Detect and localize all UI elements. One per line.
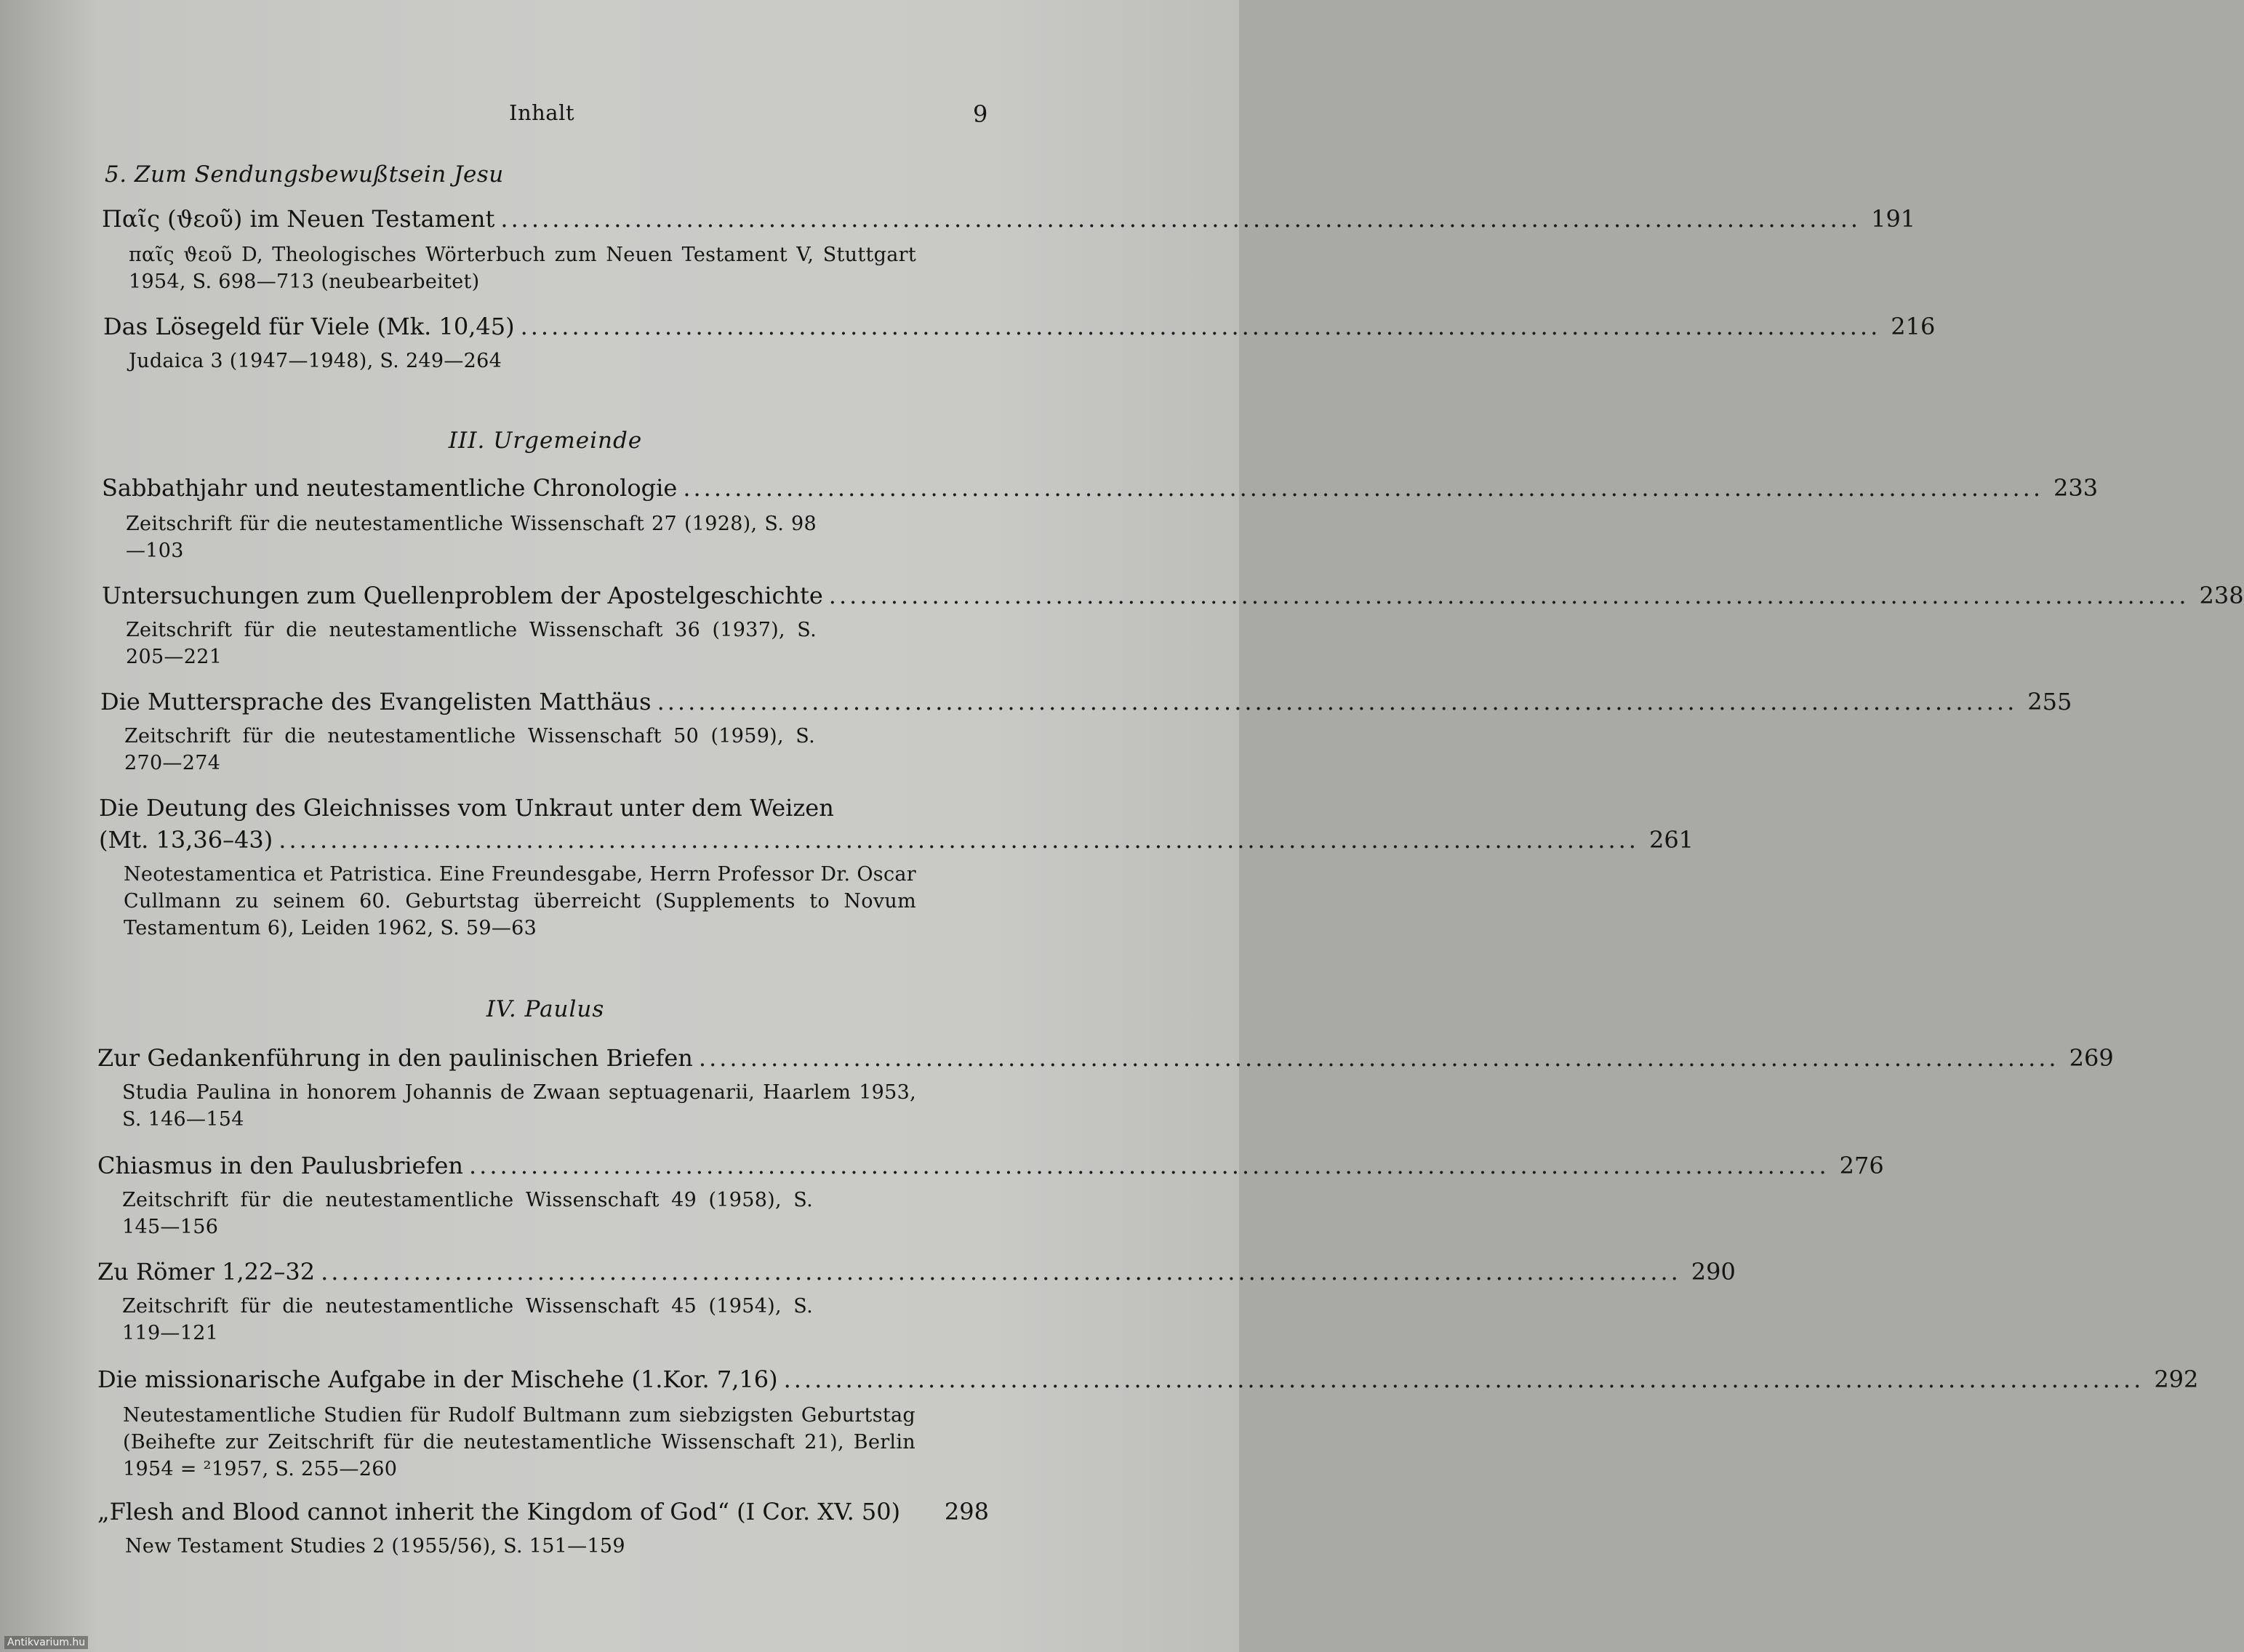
toc-entry [100,688,2072,715]
toc-entry [97,1152,1884,1179]
entry-title-continuation: (Mt. 13,36–43) [99,826,273,854]
entry-page: 298 [944,1498,989,1525]
entry-source: Zeitschrift für die neutestamentliche Wissenschaft 27 (1928), S. 98—103 [126,513,817,562]
entry-source: Zeitschrift für die neutestamentliche Wissenschaft 49 (1958), S. 145—156 [122,1189,813,1238]
leader-dots: .................................................................................................................................... [279,826,1639,854]
toc-entry [97,1258,1736,1286]
entry-title: Zur Gedankenführung in den paulinischen Briefen [97,1044,693,1072]
entry-page: 233 [2053,474,2099,502]
entry-source: Zeitschrift für die neutestamentliche Wissenschaft 36 (1937), S. 205—221 [126,619,817,668]
entry-source: Judaica 3 (1947—1948), S. 249—264 [129,350,502,372]
toc-entry [102,205,1916,233]
leader-dots: .................................................................................................................................... [657,688,2018,715]
entry-source: Neotestamentica et Patristica. Eine Freundesgabe, Herrn Professor Dr. Oscar Cullmann zu seinem 60. Geburtstag überreicht (Supplements to Novum Testamentum 6), Leiden 1962, S. 59—63 [124,863,916,939]
leader-dots: .................................................................................................................................... [321,1258,1681,1286]
running-title: Inhalt [509,100,575,125]
leader-dots: .................................................................................................................................... [698,1044,2059,1072]
entry-title: Chiasmus in den Paulusbriefen [97,1152,463,1179]
entry-title: Die missionarische Aufgabe in der Mischehe (1.Kor. 7,16) [97,1366,778,1393]
section-title: IV. Paulus [486,996,605,1022]
toc-entry [97,1498,989,1525]
page-number: 9 [973,100,988,128]
entry-source: Neutestamentliche Studien für Rudolf Bultmann zum siebzigsten Geburtstag (Beihefte zur Zeitschrift für die neutestamentliche Wissenschaft 21), Berlin 1954 = ²1957, S. 255—260 [123,1404,915,1480]
entry-page: 269 [2069,1044,2114,1072]
toc-entry [102,582,2244,609]
watermark: Antikvarium.hu [4,1636,88,1649]
entry-title: Das Lösegeld für Viele (Mk. 10,45) [103,313,515,340]
leader-dots: .................................................................................................................................... [520,313,1881,340]
entry-source: New Testament Studies 2 (1955/56), S. 151—159 [125,1535,625,1557]
entry-title: Παῖς (ϑεοῦ) im Neuen Testament [102,205,495,233]
entry-title: Sabbathjahr und neutestamentliche Chronologie [102,474,678,502]
section-title: III. Urgemeinde [448,428,643,454]
toc-entry [103,313,1936,340]
entry-source: Studia Paulina in honorem Johannis de Zwaan septuagenarii, Haarlem 1953, S. 146—154 [122,1081,916,1131]
entry-page: 261 [1648,826,1694,854]
leader-dots: .................................................................................................................................... [500,205,1862,233]
entry-source: παῖς ϑεοῦ D, Theologisches Wörterbuch zum Neuen Testament V, Stuttgart 1954, S. 698—713 (neubearbeitet) [129,244,916,293]
entry-title: Untersuchungen zum Quellenproblem der Apostelgeschichte [102,582,823,609]
entry-page: 290 [1691,1258,1736,1286]
subsection-heading: 5. Zum Sendungsbewußtsein Jesu [105,161,504,188]
leader-dots: .................................................................................................................................... [683,474,2044,502]
leader-dots: .................................................................................................................................... [468,1152,1830,1179]
entry-page: 276 [1839,1152,1884,1179]
leader-dots: .................................................................................................................................... [783,1366,2144,1393]
toc-entry [99,826,1694,854]
entry-title: Die Muttersprache des Evangelisten Matthäus [100,688,652,715]
entry-page: 255 [2027,688,2072,715]
leader-dots: .................................................................................................................................... [828,582,2189,609]
entry-page: 191 [1871,205,1916,233]
toc-entry [97,1366,2199,1393]
entry-page: 238 [2199,582,2244,609]
toc-entry [102,474,2099,502]
entry-source: Zeitschrift für die neutestamentliche Wissenschaft 45 (1954), S. 119—121 [122,1295,813,1344]
entry-title: „Flesh and Blood cannot inherit the Kingdom of God“ (I Cor. XV. 50) [97,1498,901,1525]
entry-title: Zu Römer 1,22–32 [97,1258,316,1286]
entry-title-first-line: Die Deutung des Gleichnisses vom Unkraut unter dem Weizen [99,794,834,822]
entry-source: Zeitschrift für die neutestamentliche Wissenschaft 50 (1959), S. 270—274 [124,725,815,774]
entry-page: 216 [1891,313,1936,340]
toc-entry [97,1044,2114,1072]
entry-page: 292 [2154,1366,2199,1393]
